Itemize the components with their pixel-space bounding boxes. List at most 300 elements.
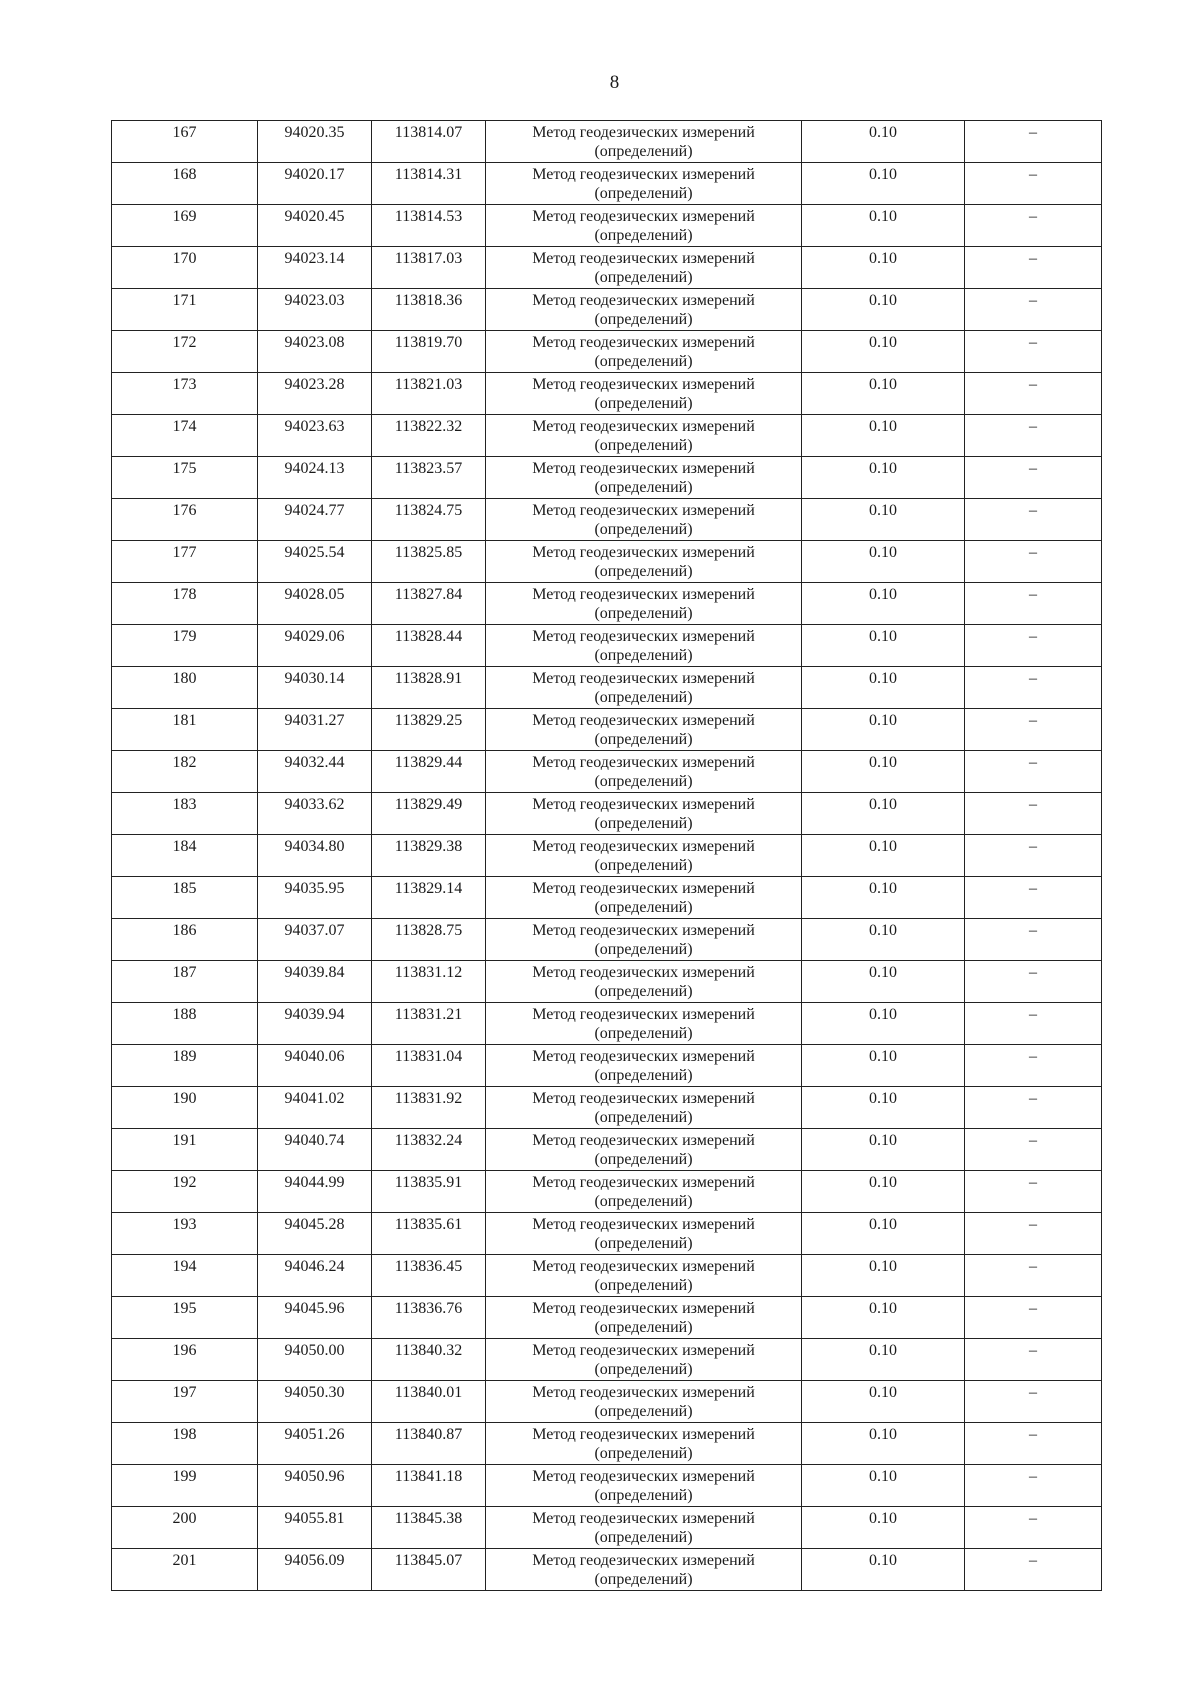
method-line-2: (определений): [594, 353, 693, 370]
method-cell: [486, 667, 802, 709]
table-row: [112, 1045, 1102, 1087]
method-cell: [486, 1549, 802, 1591]
point-number-cell: 174: [112, 415, 258, 457]
table-row: [112, 877, 1102, 919]
y-coordinate-cell: 113819.70: [372, 331, 486, 373]
description-cell: –: [965, 1171, 1102, 1213]
y-coordinate-cell: 113831.04: [372, 1045, 486, 1087]
method-cell: [486, 1507, 802, 1549]
x-coordinate-cell: 94039.94: [258, 1003, 372, 1045]
method-line-1: Метод геодезических измерений: [532, 1006, 755, 1023]
method-line-2: (определений): [594, 143, 693, 160]
y-coordinate-cell: 113840.32: [372, 1339, 486, 1381]
description-cell: –: [965, 919, 1102, 961]
accuracy-cell: 0.10: [802, 205, 965, 247]
method-line-2: (определений): [594, 647, 693, 664]
point-number-cell: 179: [112, 625, 258, 667]
x-coordinate-cell: 94031.27: [258, 709, 372, 751]
method-line-1: Метод геодезических измерений: [532, 1216, 755, 1233]
description-cell: –: [965, 1087, 1102, 1129]
table-row: [112, 457, 1102, 499]
page-number: 8: [609, 72, 620, 93]
method-line-2: (определений): [594, 1403, 693, 1420]
method-line-1: Метод геодезических измерений: [532, 376, 755, 393]
table-row: [112, 583, 1102, 625]
method-cell: [486, 1003, 802, 1045]
x-coordinate-cell: 94040.06: [258, 1045, 372, 1087]
accuracy-cell: 0.10: [802, 499, 965, 541]
x-coordinate-cell: 94045.28: [258, 1213, 372, 1255]
point-number-cell: 172: [112, 331, 258, 373]
method-cell: [486, 793, 802, 835]
point-number-cell: 176: [112, 499, 258, 541]
method-line-1: Метод геодезических измерений: [532, 460, 755, 477]
accuracy-cell: 0.10: [802, 373, 965, 415]
method-line-2: (определений): [594, 1445, 693, 1462]
point-number-cell: 180: [112, 667, 258, 709]
y-coordinate-cell: 113829.14: [372, 877, 486, 919]
y-coordinate-cell: 113841.18: [372, 1465, 486, 1507]
description-cell: –: [965, 709, 1102, 751]
method-line-1: Метод геодезических измерений: [532, 1300, 755, 1317]
method-line-2: (определений): [594, 983, 693, 1000]
method-line-1: Метод геодезических измерений: [532, 1132, 755, 1149]
description-cell: –: [965, 121, 1102, 163]
y-coordinate-cell: 113827.84: [372, 583, 486, 625]
x-coordinate-cell: 94033.62: [258, 793, 372, 835]
x-coordinate-cell: 94035.95: [258, 877, 372, 919]
table-row: [112, 163, 1102, 205]
method-line-2: (определений): [594, 773, 693, 790]
method-cell: [486, 751, 802, 793]
accuracy-cell: 0.10: [802, 1465, 965, 1507]
point-number-cell: 192: [112, 1171, 258, 1213]
point-number-cell: 169: [112, 205, 258, 247]
x-coordinate-cell: 94040.74: [258, 1129, 372, 1171]
y-coordinate-cell: 113835.61: [372, 1213, 486, 1255]
description-cell: –: [965, 751, 1102, 793]
point-number-cell: 167: [112, 121, 258, 163]
method-cell: [486, 709, 802, 751]
method-line-2: (определений): [594, 1277, 693, 1294]
description-cell: –: [965, 163, 1102, 205]
point-number-cell: 173: [112, 373, 258, 415]
y-coordinate-cell: 113829.49: [372, 793, 486, 835]
method-line-1: Метод геодезических измерений: [532, 1342, 755, 1359]
y-coordinate-cell: 113828.75: [372, 919, 486, 961]
table-row: [112, 1129, 1102, 1171]
y-coordinate-cell: 113828.44: [372, 625, 486, 667]
method-line-2: (определений): [594, 269, 693, 286]
table-row: [112, 751, 1102, 793]
method-line-1: Метод геодезических измерений: [532, 586, 755, 603]
description-cell: –: [965, 961, 1102, 1003]
method-line-1: Метод геодезических измерений: [532, 1468, 755, 1485]
table-row: [112, 121, 1102, 163]
method-line-1: Метод геодезических измерений: [532, 964, 755, 981]
y-coordinate-cell: 113831.21: [372, 1003, 486, 1045]
accuracy-cell: 0.10: [802, 625, 965, 667]
x-coordinate-cell: 94051.26: [258, 1423, 372, 1465]
point-number-cell: 189: [112, 1045, 258, 1087]
accuracy-cell: 0.10: [802, 1507, 965, 1549]
x-coordinate-cell: 94020.17: [258, 163, 372, 205]
method-line-2: (определений): [594, 1319, 693, 1336]
method-cell: [486, 457, 802, 499]
y-coordinate-cell: 113814.53: [372, 205, 486, 247]
method-line-1: Метод геодезических измерений: [532, 1426, 755, 1443]
description-cell: –: [965, 499, 1102, 541]
method-line-2: (определений): [594, 1067, 693, 1084]
y-coordinate-cell: 113823.57: [372, 457, 486, 499]
description-cell: –: [965, 1381, 1102, 1423]
table-row: [112, 667, 1102, 709]
method-line-2: (определений): [594, 1151, 693, 1168]
table-row: [112, 1255, 1102, 1297]
y-coordinate-cell: 113845.38: [372, 1507, 486, 1549]
description-cell: –: [965, 457, 1102, 499]
method-line-1: Метод геодезических измерений: [532, 1552, 755, 1569]
method-line-1: Метод геодезических измерений: [532, 544, 755, 561]
description-cell: –: [965, 1255, 1102, 1297]
table-row: [112, 1087, 1102, 1129]
method-cell: [486, 247, 802, 289]
table-row: [112, 1003, 1102, 1045]
accuracy-cell: 0.10: [802, 541, 965, 583]
x-coordinate-cell: 94023.63: [258, 415, 372, 457]
method-cell: [486, 1129, 802, 1171]
method-cell: [486, 583, 802, 625]
method-line-2: (определений): [594, 605, 693, 622]
point-number-cell: 175: [112, 457, 258, 499]
x-coordinate-cell: 94024.77: [258, 499, 372, 541]
method-cell: [486, 835, 802, 877]
x-coordinate-cell: 94041.02: [258, 1087, 372, 1129]
description-cell: –: [965, 415, 1102, 457]
method-cell: [486, 541, 802, 583]
method-line-2: (определений): [594, 1361, 693, 1378]
description-cell: –: [965, 793, 1102, 835]
table-row: [112, 541, 1102, 583]
y-coordinate-cell: 113836.76: [372, 1297, 486, 1339]
accuracy-cell: 0.10: [802, 751, 965, 793]
accuracy-cell: 0.10: [802, 1045, 965, 1087]
table-row: [112, 793, 1102, 835]
description-cell: –: [965, 289, 1102, 331]
y-coordinate-cell: 113817.03: [372, 247, 486, 289]
accuracy-cell: 0.10: [802, 835, 965, 877]
accuracy-cell: 0.10: [802, 919, 965, 961]
method-line-1: Метод геодезических измерений: [532, 250, 755, 267]
method-line-1: Метод геодезических измерений: [532, 208, 755, 225]
description-cell: –: [965, 247, 1102, 289]
y-coordinate-cell: 113828.91: [372, 667, 486, 709]
y-coordinate-cell: 113818.36: [372, 289, 486, 331]
x-coordinate-cell: 94050.96: [258, 1465, 372, 1507]
x-coordinate-cell: 94045.96: [258, 1297, 372, 1339]
accuracy-cell: 0.10: [802, 1213, 965, 1255]
description-cell: –: [965, 1465, 1102, 1507]
y-coordinate-cell: 113832.24: [372, 1129, 486, 1171]
x-coordinate-cell: 94055.81: [258, 1507, 372, 1549]
method-line-1: Метод геодезических измерений: [532, 1384, 755, 1401]
accuracy-cell: 0.10: [802, 457, 965, 499]
description-cell: –: [965, 667, 1102, 709]
point-number-cell: 200: [112, 1507, 258, 1549]
point-number-cell: 196: [112, 1339, 258, 1381]
description-cell: –: [965, 835, 1102, 877]
method-line-1: Метод геодезических измерений: [532, 1048, 755, 1065]
accuracy-cell: 0.10: [802, 1129, 965, 1171]
method-line-2: (определений): [594, 311, 693, 328]
table-row: [112, 415, 1102, 457]
table-row: [112, 1213, 1102, 1255]
method-line-1: Метод геодезических измерений: [532, 880, 755, 897]
table-row: [112, 1423, 1102, 1465]
method-line-1: Метод геодезических измерений: [532, 712, 755, 729]
point-number-cell: 184: [112, 835, 258, 877]
method-line-2: (определений): [594, 563, 693, 580]
method-line-1: Метод геодезических измерений: [532, 1258, 755, 1275]
method-line-2: (определений): [594, 437, 693, 454]
method-line-1: Метод геодезических измерений: [532, 418, 755, 435]
point-number-cell: 186: [112, 919, 258, 961]
method-line-1: Метод геодезических измерений: [532, 124, 755, 141]
method-line-2: (определений): [594, 479, 693, 496]
accuracy-cell: 0.10: [802, 1381, 965, 1423]
accuracy-cell: 0.10: [802, 1549, 965, 1591]
accuracy-cell: 0.10: [802, 1423, 965, 1465]
table-row: [112, 1339, 1102, 1381]
y-coordinate-cell: 113829.25: [372, 709, 486, 751]
method-cell: [486, 373, 802, 415]
point-number-cell: 185: [112, 877, 258, 919]
method-cell: [486, 205, 802, 247]
coordinates-table-body: [112, 121, 1102, 1591]
point-number-cell: 182: [112, 751, 258, 793]
method-cell: [486, 877, 802, 919]
point-number-cell: 190: [112, 1087, 258, 1129]
method-cell: [486, 961, 802, 1003]
accuracy-cell: 0.10: [802, 667, 965, 709]
method-line-2: (определений): [594, 1109, 693, 1126]
method-cell: [486, 625, 802, 667]
method-line-1: Метод геодезических измерений: [532, 1090, 755, 1107]
table-row: [112, 289, 1102, 331]
method-line-2: (определений): [594, 185, 693, 202]
table-row: [112, 961, 1102, 1003]
x-coordinate-cell: 94023.28: [258, 373, 372, 415]
description-cell: –: [965, 373, 1102, 415]
x-coordinate-cell: 94050.00: [258, 1339, 372, 1381]
method-line-2: (определений): [594, 1487, 693, 1504]
x-coordinate-cell: 94056.09: [258, 1549, 372, 1591]
method-cell: [486, 121, 802, 163]
point-number-cell: 177: [112, 541, 258, 583]
y-coordinate-cell: 113845.07: [372, 1549, 486, 1591]
table-row: [112, 835, 1102, 877]
method-cell: [486, 331, 802, 373]
point-number-cell: 199: [112, 1465, 258, 1507]
point-number-cell: 168: [112, 163, 258, 205]
method-line-1: Метод геодезических измерений: [532, 754, 755, 771]
y-coordinate-cell: 113822.32: [372, 415, 486, 457]
x-coordinate-cell: 94020.45: [258, 205, 372, 247]
x-coordinate-cell: 94023.03: [258, 289, 372, 331]
y-coordinate-cell: 113824.75: [372, 499, 486, 541]
description-cell: –: [965, 877, 1102, 919]
table-row: [112, 331, 1102, 373]
method-line-2: (определений): [594, 1571, 693, 1588]
y-coordinate-cell: 113840.87: [372, 1423, 486, 1465]
description-cell: –: [965, 1549, 1102, 1591]
description-cell: –: [965, 541, 1102, 583]
method-line-2: (определений): [594, 1529, 693, 1546]
y-coordinate-cell: 113835.91: [372, 1171, 486, 1213]
accuracy-cell: 0.10: [802, 163, 965, 205]
accuracy-cell: 0.10: [802, 1003, 965, 1045]
method-cell: [486, 415, 802, 457]
method-line-1: Метод геодезических измерений: [532, 1510, 755, 1527]
accuracy-cell: 0.10: [802, 247, 965, 289]
method-line-1: Метод геодезических измерений: [532, 334, 755, 351]
description-cell: –: [965, 1045, 1102, 1087]
x-coordinate-cell: 94037.07: [258, 919, 372, 961]
y-coordinate-cell: 113829.44: [372, 751, 486, 793]
method-line-2: (определений): [594, 815, 693, 832]
method-cell: [486, 919, 802, 961]
table-row: [112, 709, 1102, 751]
y-coordinate-cell: 113831.12: [372, 961, 486, 1003]
description-cell: –: [965, 583, 1102, 625]
point-number-cell: 195: [112, 1297, 258, 1339]
accuracy-cell: 0.10: [802, 1171, 965, 1213]
point-number-cell: 198: [112, 1423, 258, 1465]
method-cell: [486, 1087, 802, 1129]
method-line-2: (определений): [594, 1193, 693, 1210]
table-row: [112, 499, 1102, 541]
x-coordinate-cell: 94025.54: [258, 541, 372, 583]
description-cell: –: [965, 1297, 1102, 1339]
method-cell: [486, 1297, 802, 1339]
y-coordinate-cell: 113840.01: [372, 1381, 486, 1423]
x-coordinate-cell: 94030.14: [258, 667, 372, 709]
coordinates-table: [111, 120, 1102, 1591]
method-cell: [486, 163, 802, 205]
table-row: [112, 1549, 1102, 1591]
accuracy-cell: 0.10: [802, 877, 965, 919]
accuracy-cell: 0.10: [802, 331, 965, 373]
x-coordinate-cell: 94028.05: [258, 583, 372, 625]
table-row: [112, 1507, 1102, 1549]
x-coordinate-cell: 94029.06: [258, 625, 372, 667]
x-coordinate-cell: 94044.99: [258, 1171, 372, 1213]
method-line-2: (определений): [594, 1025, 693, 1042]
method-cell: [486, 1213, 802, 1255]
method-cell: [486, 1465, 802, 1507]
table-row: [112, 1297, 1102, 1339]
x-coordinate-cell: 94024.13: [258, 457, 372, 499]
method-line-2: (определений): [594, 689, 693, 706]
y-coordinate-cell: 113825.85: [372, 541, 486, 583]
table-row: [112, 1465, 1102, 1507]
point-number-cell: 191: [112, 1129, 258, 1171]
point-number-cell: 178: [112, 583, 258, 625]
method-cell: [486, 1339, 802, 1381]
point-number-cell: 181: [112, 709, 258, 751]
table-row: [112, 1381, 1102, 1423]
x-coordinate-cell: 94023.08: [258, 331, 372, 373]
accuracy-cell: 0.10: [802, 1339, 965, 1381]
accuracy-cell: 0.10: [802, 289, 965, 331]
method-line-1: Метод геодезических измерений: [532, 292, 755, 309]
method-line-1: Метод геодезических измерений: [532, 796, 755, 813]
y-coordinate-cell: 113814.07: [372, 121, 486, 163]
point-number-cell: 188: [112, 1003, 258, 1045]
description-cell: –: [965, 625, 1102, 667]
table-row: [112, 625, 1102, 667]
method-line-2: (определений): [594, 899, 693, 916]
table-row: [112, 373, 1102, 415]
method-line-2: (определений): [594, 1235, 693, 1252]
point-number-cell: 194: [112, 1255, 258, 1297]
method-line-1: Метод геодезических измерений: [532, 628, 755, 645]
method-cell: [486, 1381, 802, 1423]
table-row: [112, 247, 1102, 289]
accuracy-cell: 0.10: [802, 415, 965, 457]
method-line-1: Метод геодезических измерений: [532, 1174, 755, 1191]
table-row: [112, 205, 1102, 247]
method-cell: [486, 1423, 802, 1465]
accuracy-cell: 0.10: [802, 793, 965, 835]
accuracy-cell: 0.10: [802, 1297, 965, 1339]
y-coordinate-cell: 113829.38: [372, 835, 486, 877]
table-row: [112, 1171, 1102, 1213]
table-row: [112, 919, 1102, 961]
y-coordinate-cell: 113836.45: [372, 1255, 486, 1297]
method-line-1: Метод геодезических измерений: [532, 922, 755, 939]
x-coordinate-cell: 94020.35: [258, 121, 372, 163]
point-number-cell: 201: [112, 1549, 258, 1591]
point-number-cell: 170: [112, 247, 258, 289]
x-coordinate-cell: 94023.14: [258, 247, 372, 289]
accuracy-cell: 0.10: [802, 121, 965, 163]
x-coordinate-cell: 94046.24: [258, 1255, 372, 1297]
point-number-cell: 193: [112, 1213, 258, 1255]
point-number-cell: 197: [112, 1381, 258, 1423]
accuracy-cell: 0.10: [802, 709, 965, 751]
description-cell: –: [965, 1507, 1102, 1549]
description-cell: –: [965, 1423, 1102, 1465]
x-coordinate-cell: 94032.44: [258, 751, 372, 793]
description-cell: –: [965, 1129, 1102, 1171]
method-line-1: Метод геодезических измерений: [532, 670, 755, 687]
description-cell: –: [965, 1339, 1102, 1381]
method-line-1: Метод геодезических измерений: [532, 166, 755, 183]
method-line-2: (определений): [594, 731, 693, 748]
method-line-2: (определений): [594, 521, 693, 538]
method-line-1: Метод геодезических измерений: [532, 502, 755, 519]
description-cell: –: [965, 1213, 1102, 1255]
method-cell: [486, 499, 802, 541]
method-cell: [486, 1045, 802, 1087]
method-cell: [486, 289, 802, 331]
description-cell: –: [965, 1003, 1102, 1045]
method-cell: [486, 1171, 802, 1213]
x-coordinate-cell: 94034.80: [258, 835, 372, 877]
method-line-2: (определений): [594, 941, 693, 958]
accuracy-cell: 0.10: [802, 1087, 965, 1129]
